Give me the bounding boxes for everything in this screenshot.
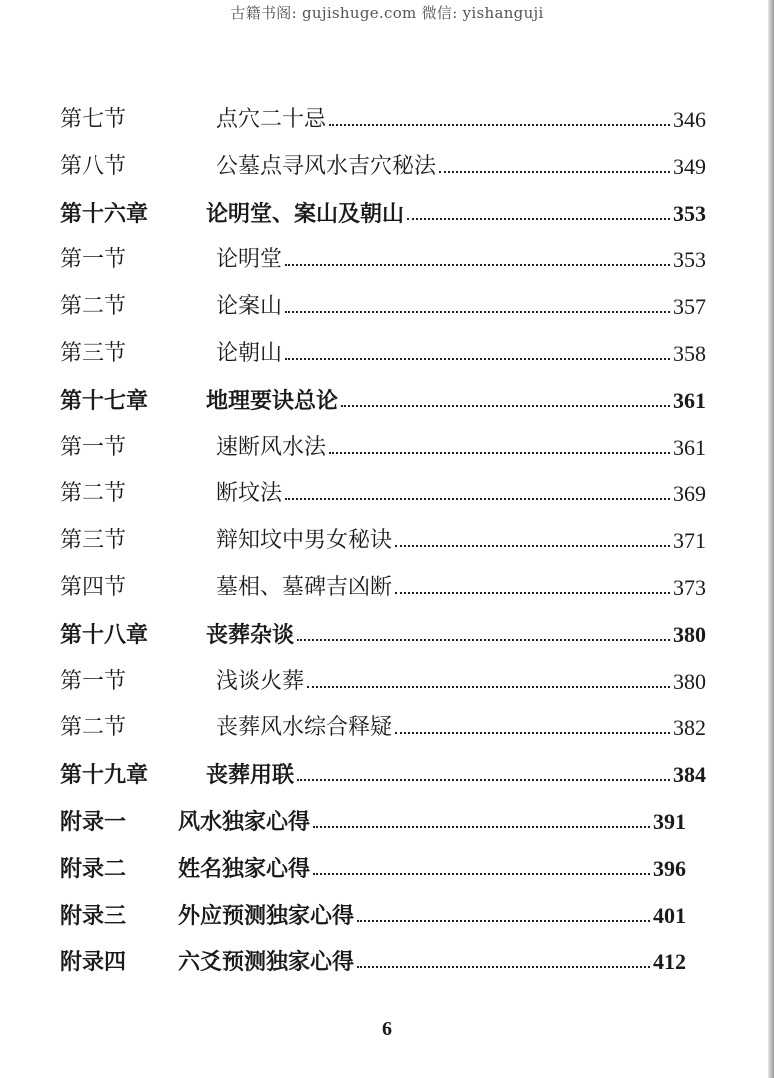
toc-entry [60,339,706,369]
toc-entry-label: 第三节 [60,341,127,366]
toc-entry-page: 401 [653,903,686,928]
dot-leader [297,639,670,641]
dot-leader [329,452,670,454]
toc-entry-label: 第二节 [60,294,127,319]
toc-entry-page: 384 [673,762,706,787]
toc-entry-title: 断坟法 [216,481,283,506]
toc-entry-page: 357 [673,294,706,319]
toc-entry-label: 第十六章 [60,201,149,227]
dot-leader [307,686,670,688]
toc-entry-label: 第十九章 [60,762,149,788]
toc-entry-page: 353 [673,247,706,272]
toc-entry-page: 361 [673,435,706,460]
dot-leader [313,873,650,875]
toc-entry-page: 369 [673,481,706,506]
toc-entry [60,292,706,322]
toc-entry-title: 外应预测独家心得 [178,903,355,929]
dot-leader [395,545,670,547]
toc-entry-page: 380 [673,669,706,694]
toc-entry [60,854,686,884]
toc-entry-page: 412 [653,949,686,974]
dot-leader [313,826,650,828]
toc-entry-page: 371 [673,528,706,553]
dot-leader [285,264,670,266]
toc-entry [60,199,706,229]
toc-entry [60,713,706,743]
toc-entry-title: 速断风水法 [216,435,327,460]
toc-entry-title: 姓名独家心得 [178,856,311,882]
toc-entry [60,479,706,509]
toc-entry-page: 346 [673,107,706,132]
dot-leader [297,779,670,781]
toc-entry [60,245,706,275]
dot-leader [395,732,670,734]
toc-entry-title: 公墓点寻风水吉穴秘法 [216,154,437,179]
toc-entry-title: 地理要诀总论 [206,388,339,414]
toc-entry-page: 349 [673,154,706,179]
toc-entry [60,152,706,182]
toc-entry-page: 353 [673,201,706,226]
toc-entry [60,947,686,977]
toc-entry-title: 六爻预测独家心得 [178,949,355,975]
toc-entry-label: 第一节 [60,247,127,272]
toc-entry [60,526,706,556]
dot-leader [395,592,670,594]
toc-entry-label: 第八节 [60,154,127,179]
dot-leader [439,171,670,173]
toc-entry-label: 第三节 [60,528,127,553]
toc-entry-label: 第一节 [60,435,127,460]
dot-leader [341,405,670,407]
dot-leader [329,124,670,126]
dot-leader [285,358,670,360]
toc-entry-title: 论明堂 [216,247,283,272]
toc-entry-label: 第二节 [60,715,127,740]
toc-entry [60,667,706,697]
toc-entry-label: 附录一 [60,809,127,835]
toc-entry-label: 第一节 [60,669,127,694]
dot-leader [407,218,670,220]
toc-entry-title: 论明堂、案山及朝山 [206,201,405,227]
toc-entry-title: 浅谈火葬 [216,669,305,694]
toc-entry-page: 382 [673,715,706,740]
toc-entry-title: 风水独家心得 [178,809,311,835]
toc-entry-title: 辩知坟中男女秘诀 [216,528,393,553]
toc-entry-label: 第二节 [60,481,127,506]
page-edge-shadow [768,0,774,1078]
toc-entry [60,105,706,135]
toc-entry [60,901,686,931]
toc-entry-title: 丧葬杂谈 [206,622,295,648]
toc-entry-label: 第七节 [60,107,127,132]
toc-entry-label: 第四节 [60,575,127,600]
dot-leader [285,311,670,313]
toc-entry-label: 附录四 [60,949,127,975]
toc-entry-page: 358 [673,341,706,366]
dot-leader [285,498,670,500]
toc-entry-page: 391 [653,809,686,834]
toc-entry [60,807,686,837]
toc-entry-label: 附录二 [60,856,127,882]
toc-entry-title: 墓相、墓碑吉凶断 [216,575,393,600]
toc-entry-title: 点穴二十忌 [216,107,327,132]
watermark: 古籍书阁: gujishuge.com 微信: yishanguji [230,4,544,22]
toc-entry-label: 第十八章 [60,622,149,648]
toc-entry [60,620,706,650]
dot-leader [357,920,650,922]
toc-entry-page: 373 [673,575,706,600]
toc-entry [60,386,706,416]
toc-entry-page: 396 [653,856,686,881]
toc-entry-title: 论朝山 [216,341,283,366]
toc-entry-label: 附录三 [60,903,127,929]
dot-leader [357,966,650,968]
toc-entry-page: 380 [673,622,706,647]
toc-entry-title: 论案山 [216,294,283,319]
toc-entry [60,760,706,790]
toc-entry-title: 丧葬用联 [206,762,295,788]
toc-entry-label: 第十七章 [60,388,149,414]
toc-entry [60,433,706,463]
toc-entry-page: 361 [673,388,706,413]
toc-entry [60,573,706,603]
page-number: 6 [382,1018,392,1040]
toc-entry-title: 丧葬风水综合释疑 [216,715,393,740]
